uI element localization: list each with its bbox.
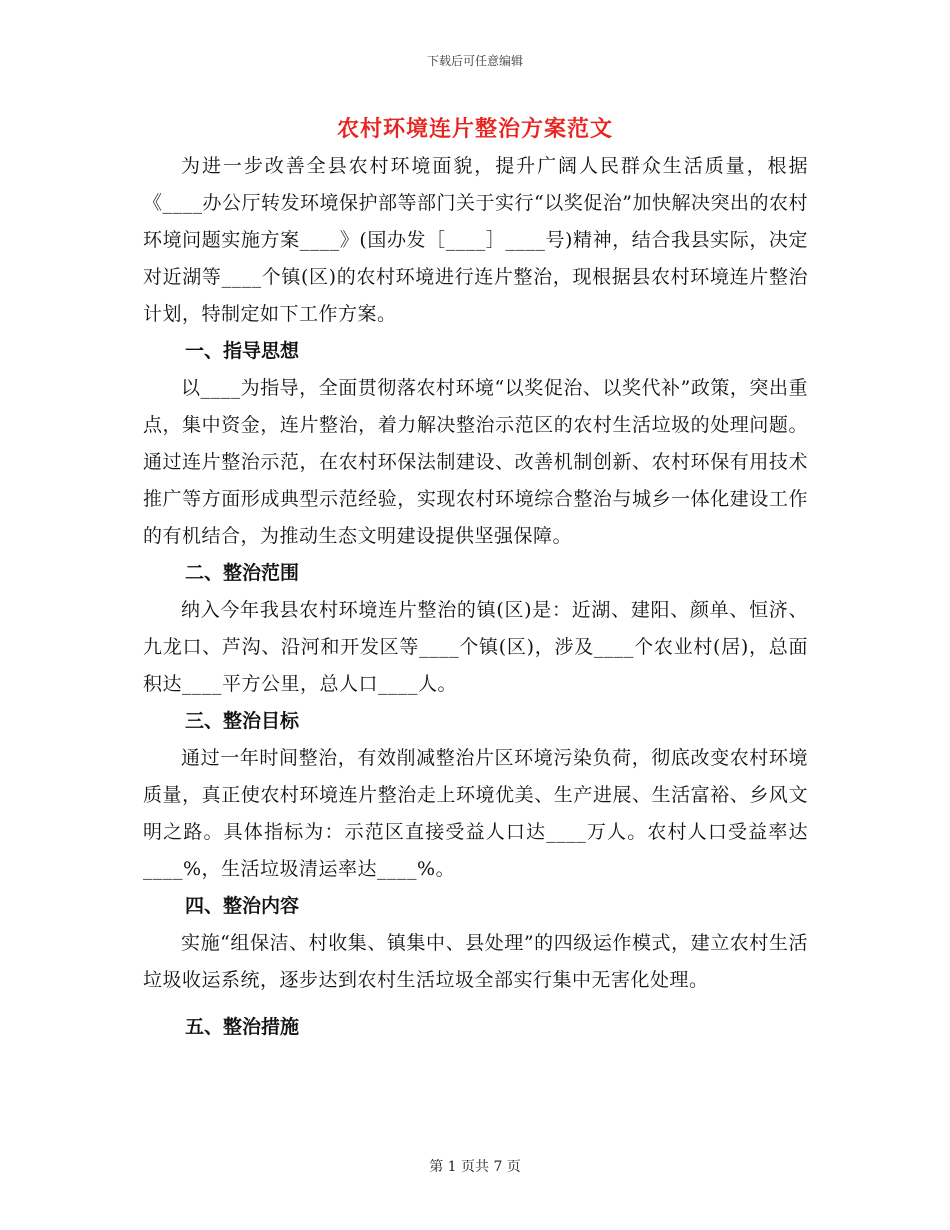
section-heading-measures: 五、整治措施 <box>185 1016 300 1038</box>
document-title: 农村环境连片整治方案范文 <box>336 116 613 142</box>
paragraph-goals: 通过一年时间整治，有效削减整治片区环境污染负荷，彻底改变农村环境质量，真正使农村环境连片整治走上环境优美、生产进展、生活富裕、乡风文明之路。具体指标为：示范区直接受益人口达____万人。农村人口受益率达____%，生活垃圾清运率达____%。 <box>143 747 808 880</box>
section-heading-goals: 三、整治目标 <box>185 710 300 732</box>
page-header-note: 下载后可任意编辑 <box>426 54 523 68</box>
section-heading-scope: 二、整治范围 <box>185 562 300 584</box>
section-heading-guiding-ideology: 一、指导思想 <box>185 340 300 362</box>
document-body <box>143 148 808 1046</box>
page-number: 第 1 页共 7 页 <box>429 1159 521 1175</box>
paragraph-guiding-ideology: 以____为指导，全面贯彻落农村环境“以奖促治、以奖代补”政策，突出重点，集中资金，连片整治，着力解决整治示范区的农村生活垃圾的处理问题。通过连片整治示范，在农村环保法制建设、改善机制创新、农村环保有用技术推广等方面形成典型示范经验，实现农村环境综合整治与城乡一体化建设工作的有机结合，为推动生态文明建设提供坚强保障。 <box>143 377 808 547</box>
section-heading-content: 四、整治内容 <box>185 895 300 917</box>
paragraph-scope: 纳入今年我县农村环境连片整治的镇(区)是：近湖、建阳、颜单、恒济、九龙口、芦沟、沿河和开发区等____个镇(区)，涉及____个农业村(居)，总面积达____平方公里，总人口____人。 <box>143 599 808 695</box>
intro-paragraph: 为进一步改善全县农村环境面貌，提升广阔人民群众生活质量，根据《____办公厅转发环境保护部等部门关于实行“以奖促治”加快解决突出的农村环境问题实施方案____》(国办发［____］____号)精神，结合我县实际，决定对近湖等____个镇(区)的农村环境进行连片整治，现根据县农村环境连片整治计划，特制定如下工作方案。 <box>143 155 808 325</box>
paragraph-content: 实施“组保洁、村收集、镇集中、县处理”的四级运作模式，建立农村生活垃圾收运系统，逐步达到农村生活垃圾全部实行集中无害化处理。 <box>143 932 808 991</box>
